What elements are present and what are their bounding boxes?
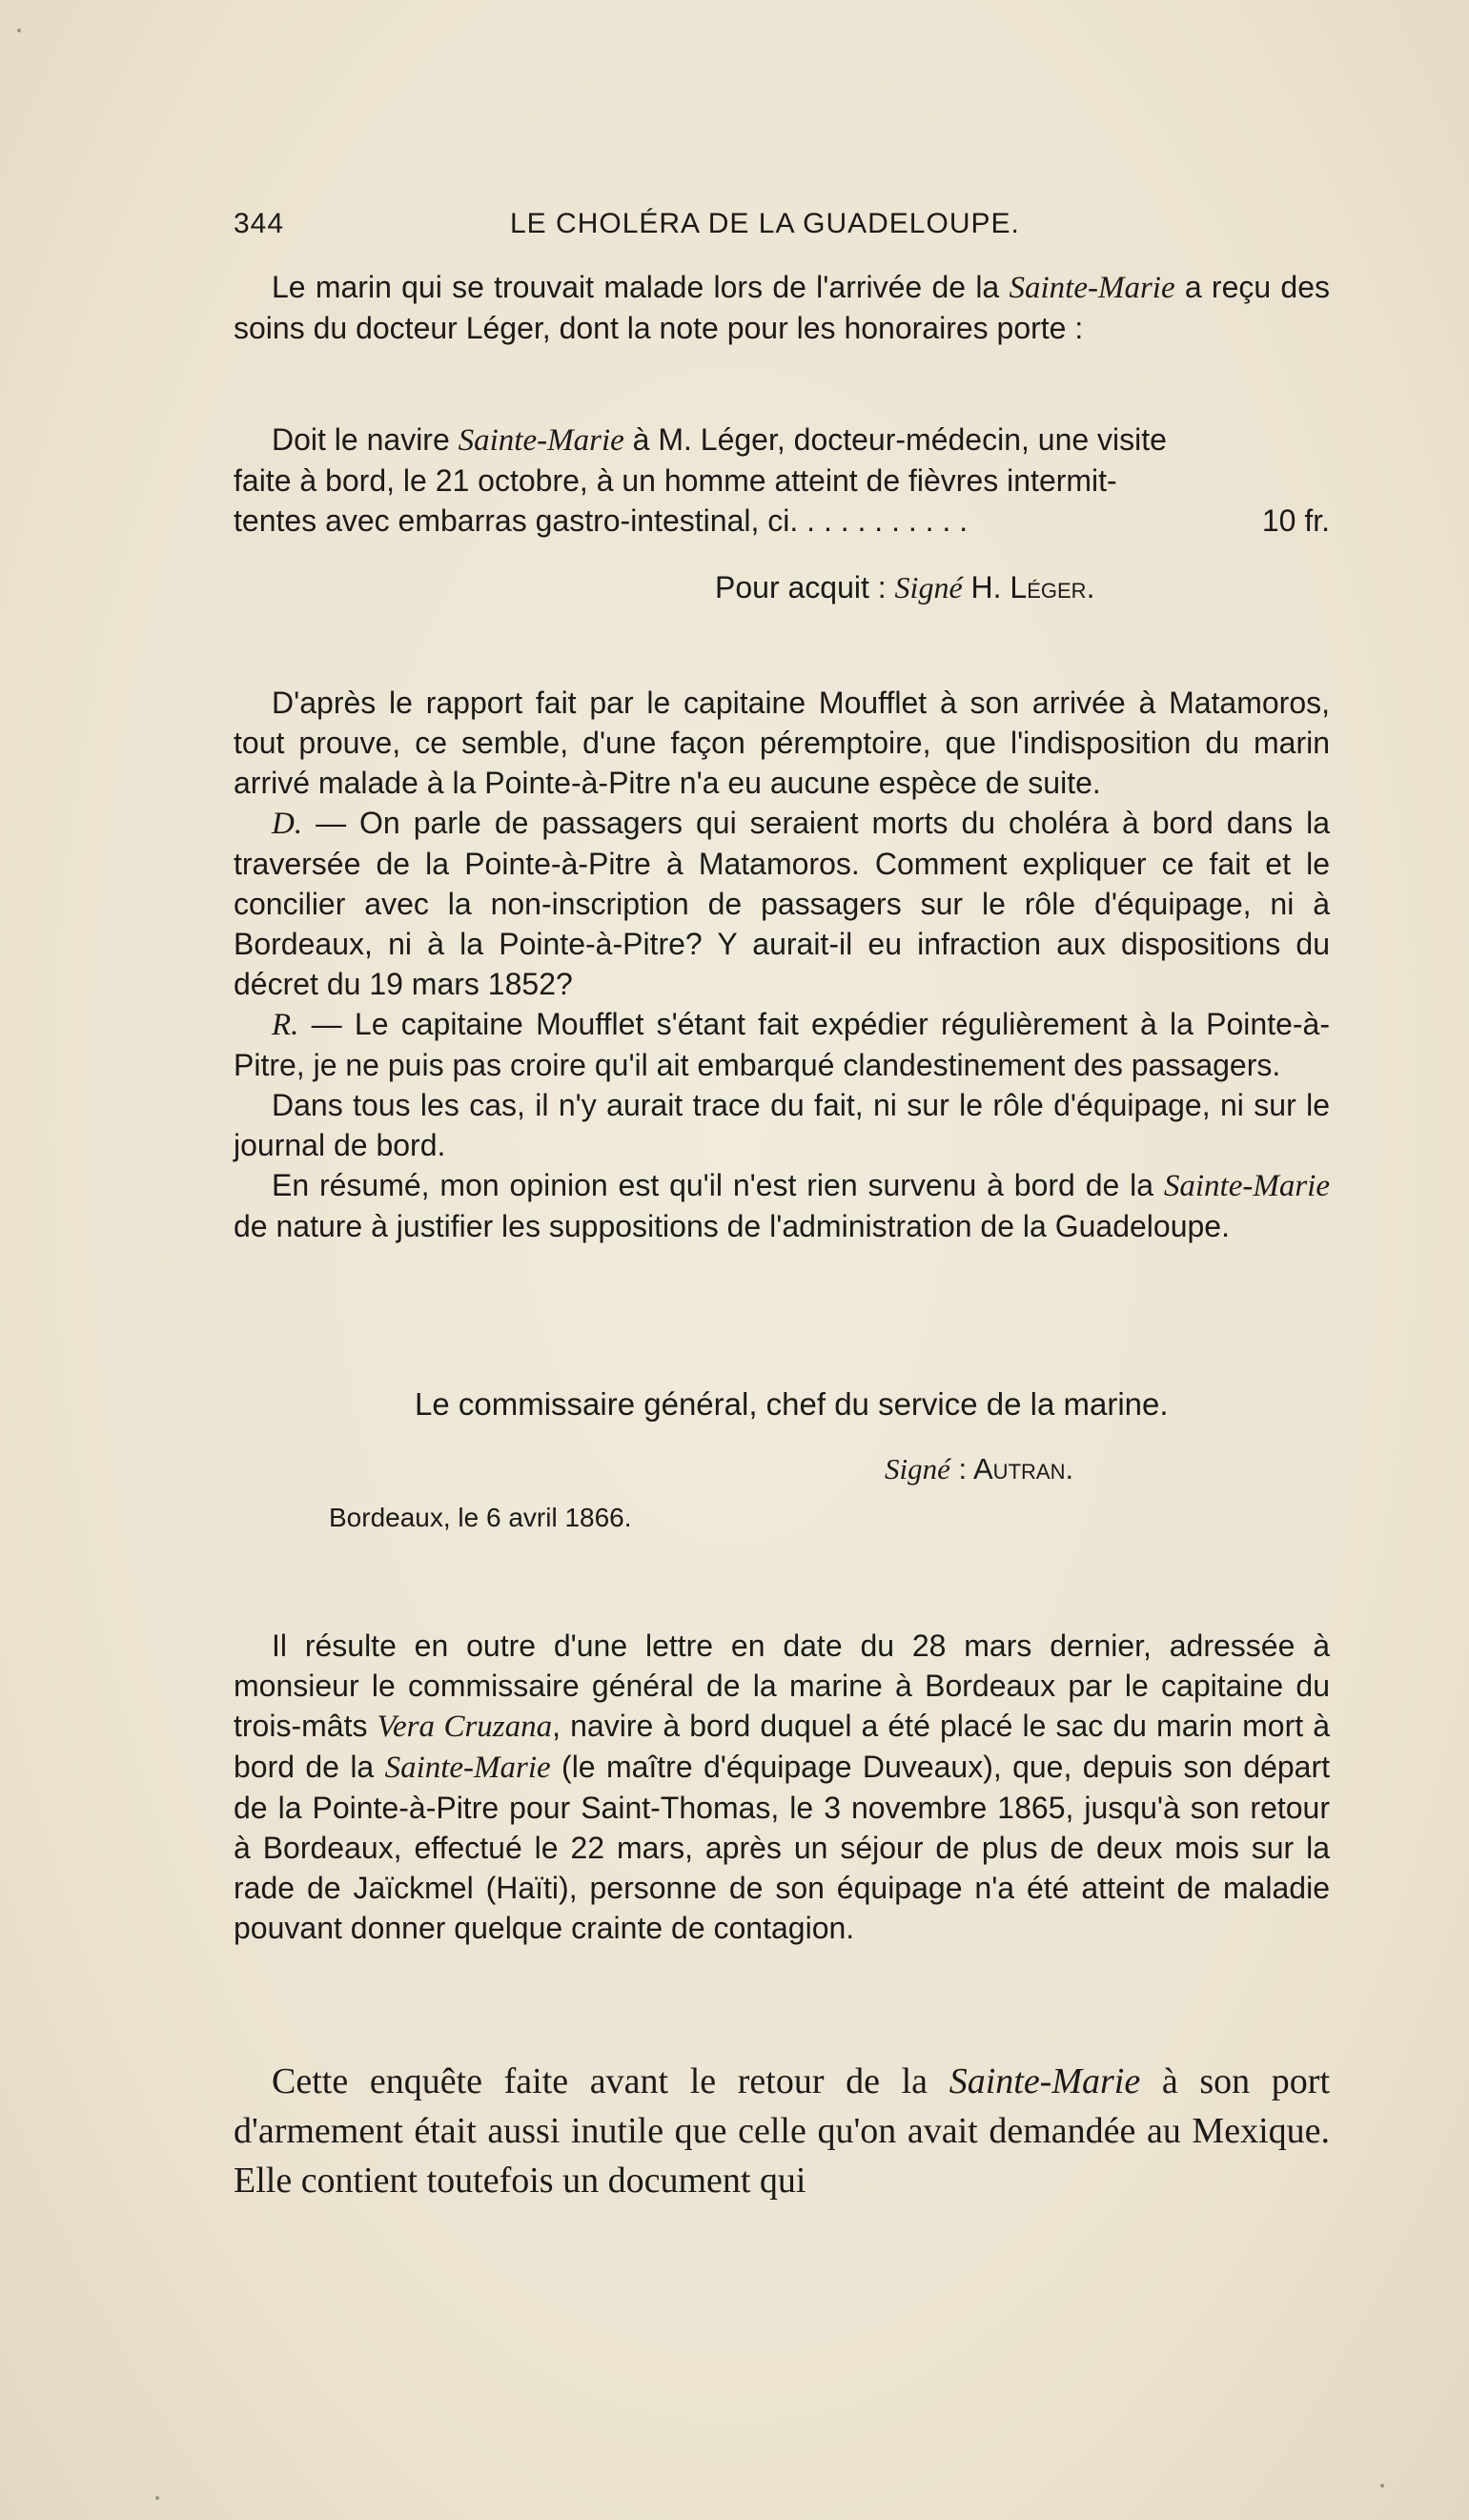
intro-text-post: a reçu des soins du docteur Léger, dont la note pour les honoraires porte : <box>234 270 1331 345</box>
summary-text-pre: En résumé, mon opinion est qu'il n'est rien survenu à bord de la <box>272 1168 1164 1202</box>
paper-speck <box>17 29 21 32</box>
question-label: D. <box>272 807 303 841</box>
signe-word: Signé <box>894 570 963 604</box>
report-paragraph: D'après le rapport fait par le capitaine Moufflet à son arrivée à Matamoros, tout prouve, ce semble, d'une façon péremptoire, que l'indisposition du marin arrivé malade à la Pointe-à-Pitre n'a eu aucune espèce de suite. <box>234 686 1330 800</box>
page-number: 344 <box>234 208 285 239</box>
bill-line-2: faite à bord, le 21 octobre, à un homme atteint de fièvres intermit- <box>234 463 1117 498</box>
letter-paragraph <box>234 1626 1330 1948</box>
trace-paragraph: Dans tous les cas, il n'y aurait trace du fait, ni sur le rôle d'équipage, ni sur le journal de bord. <box>234 1088 1330 1162</box>
answer-label: R. <box>272 1008 299 1042</box>
bill-line-3-text: tentes avec embarras gastro-intestinal, ci. . . . . . . . . . . <box>234 503 969 538</box>
report-section <box>234 683 1330 1246</box>
bill-acquittance <box>715 567 1094 607</box>
conclusion-text-post: à son port d'armement était aussi inutile que celle qu'on avait demandée au Mexique. Elle contient toutefois un document qui <box>234 2061 1330 2201</box>
paper-speck <box>1380 2484 1384 2488</box>
conclusion-text-pre: Cette enquête faite avant le retour de la <box>272 2061 949 2101</box>
letter-text-pre: Il résulte en outre d'une lettre en date du 28 mars dernier, adressée à monsieur le commissaire général de la marine à Bordeaux par le capitaine du trois-mâts <box>234 1629 1330 1743</box>
ship-name: Sainte-Marie <box>458 423 624 458</box>
ship-name: Vera Cruzana <box>377 1710 553 1744</box>
dateline: Bordeaux, le 6 avril 1866. <box>329 1503 632 1532</box>
question-text: — On parle de passagers qui seraient morts du choléra à bord dans la traversée de la Pointe-à-Pitre à Matamoros. Comment expliquer ce fait et le concilier avec la non-inscription de passagers sur le rôle d'équipage, ni à Bordeaux, ni à la Pointe-à-Pitre? Y aurait-il eu infraction aux dispositions du décret du 19 mars 1852? <box>234 806 1330 1001</box>
intro-paragraph <box>234 267 1330 348</box>
signatory-name: H. Léger. <box>970 570 1095 604</box>
bill-line-1-post: à M. Léger, docteur-médecin, une visite <box>623 422 1167 457</box>
conclusion-paragraph <box>234 2057 1330 2205</box>
ship-name: Sainte-Marie <box>384 1751 551 1785</box>
question-paragraph <box>234 803 1330 1004</box>
bill-line-1-pre: Doit le navire <box>272 422 459 457</box>
running-title: LE CHOLÉRA DE LA GUADELOUPE. <box>510 208 1020 239</box>
answer-paragraph <box>234 1004 1330 1085</box>
paper-speck <box>155 2496 159 2500</box>
bill-line-1 <box>234 420 1330 461</box>
intro-text-pre: Le marin qui se trouvait malade lors de l'arrivée de la <box>272 270 1010 304</box>
doctor-bill <box>234 420 1330 541</box>
bill-amount: 10 fr. <box>1261 503 1330 538</box>
closing-signature <box>885 1449 1073 1489</box>
ship-name: Sainte-Marie <box>949 2061 1141 2101</box>
bill-line-3 <box>234 501 1330 541</box>
closing-title: Le commissaire général, chef du service de la marine. <box>415 1386 1169 1422</box>
signe-word: Signé <box>885 1452 950 1485</box>
summary-text-post: de nature à justifier les suppositions de l'administration de la Guadeloupe. <box>234 1209 1230 1243</box>
answer-text: — Le capitaine Moufflet s'étant fait expédier régulièrement à la Pointe-à-Pitre, je ne puis pas croire qu'il ait embarqué clandestinement des passagers. <box>234 1007 1330 1082</box>
acquit-label: Pour acquit : <box>715 570 895 604</box>
ship-name: Sainte-Marie <box>1009 271 1175 305</box>
page-header <box>234 208 1053 246</box>
signatory-name: : Autran. <box>949 1452 1074 1485</box>
letter-text-post: (le maître d'équipage Duveaux), que, depuis son départ de la Pointe-à-Pitre pour Saint-Thomas, le 3 novembre 1865, jusqu'à son retour à Bordeaux, effectué le 22 mars, après un séjour de plus de deux mois sur la rade de Jaïckmel (Haïti), personne de son équipage n'a été atteint de maladie pouvant donner quelque crainte de contagion. <box>234 1750 1331 1945</box>
summary-paragraph <box>234 1165 1330 1246</box>
letter-text-mid: , navire à bord duquel a été placé le sac du marin mort à bord de la <box>234 1709 1331 1784</box>
ship-name: Sainte-Marie <box>1163 1169 1330 1203</box>
